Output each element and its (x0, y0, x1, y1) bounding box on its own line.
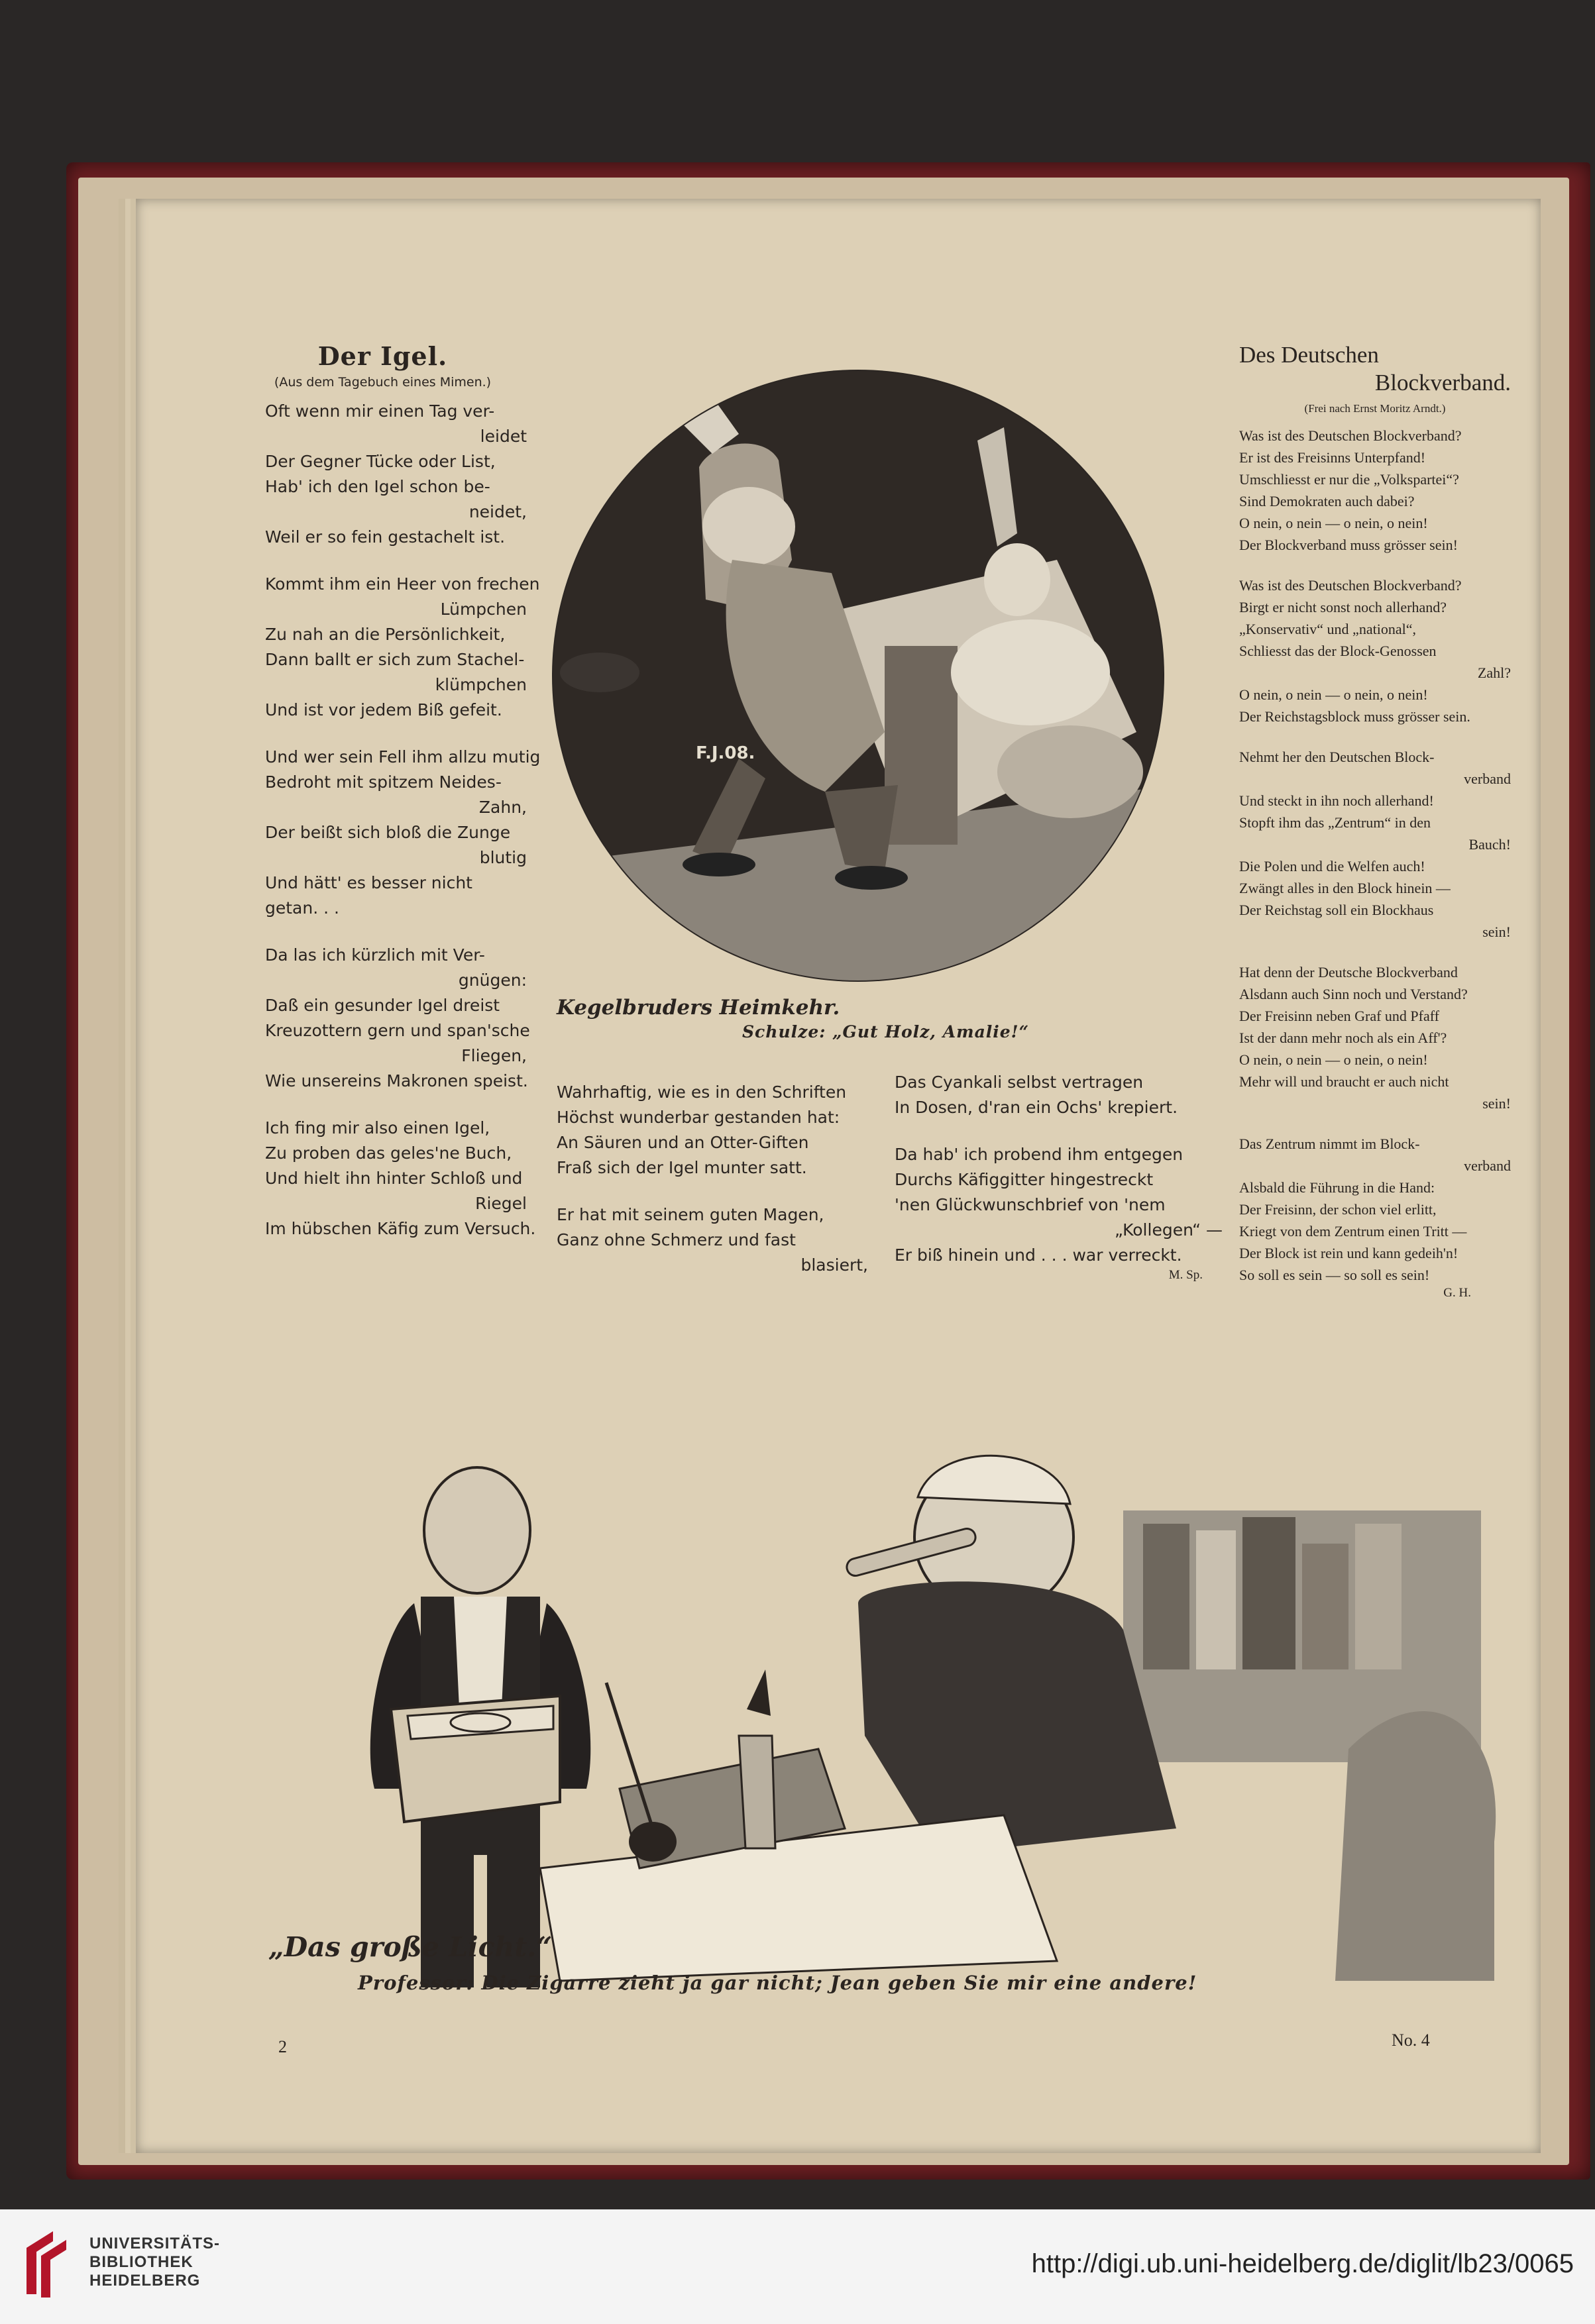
poem-line: 'nen Glückwunschbrief von 'nem (895, 1195, 1166, 1214)
poem-line: Wie unsereins Makronen speist. (265, 1071, 528, 1090)
poem-lines (265, 399, 541, 1241)
poem-line: O nein, o nein — o nein, o nein! (1239, 686, 1428, 703)
poem-line: Der Freisinn neben Graf und Pfaff (1239, 1008, 1440, 1024)
poem-line: Kriegt von dem Zentrum einen Tritt — (1239, 1223, 1467, 1240)
poem-line: sein! (1482, 924, 1511, 940)
poem-line: Und hielt ihn hinter Schloß und (265, 1169, 523, 1188)
poem-line: Da hab' ich probend ihm entgegen (895, 1145, 1183, 1164)
poem-line: Stopft ihm das „Zentrum“ in den (1239, 814, 1431, 831)
poem-line: Der Reichstagsblock muss grösser sein. (1239, 708, 1470, 725)
poem-line: Birgt er nicht sonst noch allerhand? (1239, 599, 1447, 615)
stanza-break (265, 921, 527, 943)
poem-lines (1239, 425, 1511, 1286)
source-url[interactable]: http://digi.ub.uni-heidelberg.de/diglit/lb23/0065 (1031, 2249, 1574, 2278)
cartoon-illustration (540, 361, 1176, 990)
stanza-break (1239, 727, 1511, 746)
poem-line: Kreuzottern gern und span'sche (265, 1021, 530, 1040)
poem-title-line2: Blockverband. (1374, 370, 1511, 396)
library-name: UNIVERSITÄTS- BIBLIOTHEK HEIDELBERG (89, 2235, 221, 2290)
poem-continuation-col1 (557, 1080, 868, 1278)
poem-line: Zahn, (478, 798, 527, 817)
poem-line: O nein, o nein — o nein, o nein! (1239, 1051, 1428, 1068)
poem-subtitle: (Aus dem Tagebuch eines Mimen.) (274, 375, 492, 390)
poem-der-igel (265, 341, 541, 1241)
poem-line: Zwängt alles in den Block hinein — (1239, 880, 1451, 896)
poem-line: Ganz ohne Schmerz und fast (557, 1230, 796, 1249)
poem-line: Zu proben das geles'ne Buch, (265, 1143, 512, 1163)
poem-line: Alsdann auch Sinn noch und Verstand? (1239, 986, 1468, 1002)
stanza-break (1239, 943, 1511, 961)
stanza-break (1239, 556, 1511, 574)
stanza-break (265, 1094, 527, 1116)
poem-line: Riegel (475, 1194, 527, 1213)
poem-line: verband (1464, 1157, 1511, 1174)
poem-line: Durchs Käfiggitter hingestreckt (895, 1170, 1154, 1189)
stanza-break (1239, 1114, 1511, 1133)
poem-line: Der Gegner Tücke oder List, (265, 452, 496, 471)
poem-line: Das Zentrum nimmt im Block- (1239, 1136, 1420, 1152)
artist-signature: F.J.08. (696, 743, 755, 763)
poem-line: In Dosen, d'ran ein Ochs' krepiert. (895, 1098, 1178, 1117)
poem-line: Fraß sich der Igel munter satt. (557, 1158, 807, 1177)
poem-line: Weil er so fein gestachelt ist. (265, 527, 506, 547)
poem-line: Er biß hinein und . . . war verreckt. (895, 1245, 1182, 1265)
poem-line: Kommt ihm ein Heer von frechen (265, 574, 540, 594)
issue-number: No. 4 (1392, 2031, 1430, 2050)
poem-line: Die Polen und die Welfen auch! (1239, 858, 1425, 874)
poem-line: Höchst wunderbar gestanden hat: (557, 1108, 840, 1127)
poem-line: Wahrhaftig, wie es in den Schriften (557, 1083, 847, 1102)
poem-author: G. H. (1443, 1286, 1471, 1300)
stanza-break (265, 550, 527, 572)
poem-line: Zahl? (1477, 664, 1511, 681)
poem-line: Hat denn der Deutsche Blockverband (1239, 964, 1458, 980)
poem-line: So soll es sein — so soll es sein! (1239, 1267, 1430, 1283)
poem-line: Das Cyankali selbst vertragen (895, 1073, 1144, 1092)
poem-line: neidet, (468, 502, 527, 521)
poem-line: Und hätt' es besser nicht (265, 873, 472, 892)
poem-line: Umschliesst er nur die „Volkspartei“? (1239, 471, 1459, 488)
poem-line: Bauch! (1468, 836, 1511, 853)
library-logo-icon (20, 2228, 73, 2301)
poem-line: Lümpchen (440, 600, 527, 619)
poem-line: Der beißt sich bloß die Zunge (265, 823, 511, 842)
footer-bar (0, 2209, 1595, 2324)
poem-continuation-col2 (895, 1070, 1223, 1283)
poem-line: Dann ballt er sich zum Stachel- (265, 650, 525, 669)
poem-line: Im hübschen Käfig zum Versuch. (265, 1219, 536, 1238)
cartoon-das-grosse-licht (341, 1325, 1534, 1987)
cartoon-kegelbruder (540, 361, 1176, 990)
scanned-page (136, 199, 1541, 2153)
poem-line: Zu nah an die Persönlichkeit, (265, 625, 506, 644)
poem-line: Was ist des Deutschen Blockverband? (1239, 577, 1462, 594)
poem-line: O nein, o nein — o nein, o nein! (1239, 515, 1428, 531)
poem-line: Der Freisinn, der schon viel erlitt, (1239, 1201, 1437, 1218)
poem-line: Er hat mit seinem guten Magen, (557, 1205, 824, 1224)
stanza-break (895, 1120, 1223, 1142)
poem-line: Schliesst das der Block-Genossen (1239, 643, 1437, 659)
poem-line: Und ist vor jedem Biß gefeit. (265, 700, 502, 719)
cartoon-illustration (341, 1325, 1534, 1987)
poem-line: verband (1464, 770, 1511, 787)
poem-line: Da las ich kürzlich mit Ver- (265, 945, 485, 965)
cartoon-title: „Das große Licht.“ (268, 1931, 553, 1963)
stanza-break (265, 723, 527, 745)
cartoon-title: Kegelbruders Heimkehr. (557, 996, 840, 1020)
poem-line: blutig (479, 848, 527, 867)
poem-line: sein! (1482, 1095, 1511, 1112)
poem-line: Er ist des Freisinns Unterpfand! (1239, 449, 1426, 466)
poem-subtitle: (Frei nach Ernst Moritz Arndt.) (1304, 402, 1446, 415)
poem-line: Und steckt in ihn noch allerhand! (1239, 792, 1434, 809)
poem-line: Der Blockverband muss grösser sein! (1239, 537, 1458, 553)
poem-line: „Konservativ“ und „national“, (1239, 621, 1416, 637)
poem-line: Ist der dann mehr noch als ein Aff'? (1239, 1030, 1447, 1046)
poem-line: Mehr will und braucht er auch nicht (1239, 1073, 1449, 1090)
poem-line: An Säuren und an Otter-Giften (557, 1133, 809, 1152)
poem-line: Alsbald die Führung in die Hand: (1239, 1179, 1435, 1196)
poem-line: Bedroht mit spitzem Neides- (265, 772, 502, 792)
poem-line: Der Reichstag soll ein Blockhaus (1239, 902, 1434, 918)
cartoon-caption: Schulze: „Gut Holz, Amalie!“ (742, 1022, 1030, 1041)
poem-line: Und wer sein Fell ihm allzu mutig (265, 747, 541, 766)
poem-line: gnügen: (458, 971, 527, 990)
poem-line: blasiert, (800, 1255, 868, 1275)
poem-line: Nehmt her den Deutschen Block- (1239, 749, 1435, 765)
poem-line: Hab' ich den Igel schon be- (265, 477, 490, 496)
poem-blockverband (1239, 341, 1511, 1300)
poem-line: Ich fing mir also einen Igel, (265, 1118, 490, 1137)
poem-line: klümpchen (435, 675, 527, 694)
page-number: 2 (278, 2037, 287, 2056)
poem-line: Fliegen, (461, 1046, 527, 1065)
poem-title: Der Igel. (317, 341, 448, 371)
poem-line: Der Block ist rein und kann gedeih'n! (1239, 1245, 1458, 1261)
poem-author: M. Sp. (1168, 1268, 1203, 1282)
poem-line: Daß ein gesunder Igel dreist (265, 996, 500, 1015)
stanza-break (557, 1181, 868, 1202)
poem-line: leidet (480, 427, 527, 446)
poem-line: getan. . . (265, 898, 339, 918)
poem-line: „Kollegen“ — (1115, 1220, 1223, 1240)
poem-line: Was ist des Deutschen Blockverband? (1239, 427, 1462, 444)
poem-line: Sind Demokraten auch dabei? (1239, 493, 1415, 509)
cartoon-caption: Professor: Die Zigarre zieht ja gar nicht; Jean geben Sie mir eine andere! (358, 1972, 1197, 1994)
cigar-box (391, 1696, 560, 1822)
poem-title-line1: Des Deutschen (1239, 342, 1379, 368)
poem-line: Oft wenn mir einen Tag ver- (265, 401, 495, 421)
